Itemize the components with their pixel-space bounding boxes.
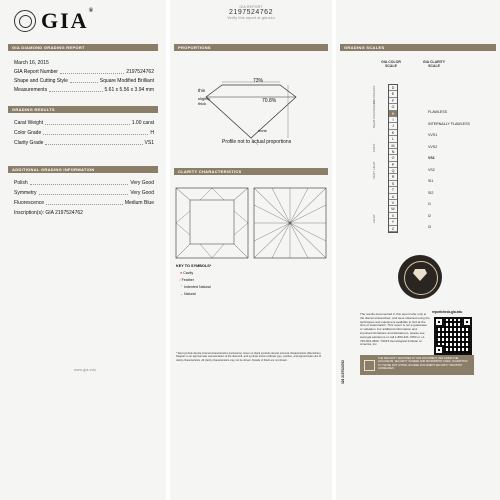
color-scale [388,84,398,233]
shape-value: Square Modified Brilliant [99,78,154,84]
report-number-row [14,69,154,75]
measurements-label: Measurements [14,87,48,93]
report-number-label: GIA Report Number [14,69,58,75]
key-item-natural: ⌄ Natural [180,292,196,296]
report-number-value: 2197524762 [126,69,154,75]
polish-label: Polish [14,180,28,186]
color-grade-p: P [389,162,397,168]
symmetry-row [14,190,154,196]
report-notice: The results documented in this report refer only to the diamond described, and were obtained using the techniques and equipment available to GIA at the time of examination. This report is not a guarantee or valuation. For additional information and important limitations and disclaimers, please see www.gia.edu/terms or call 1-800-421-7250 or +1-760-603-4500. ©2015 Gemological Institute of America, Inc. [360,312,430,347]
girdle-thin: thin [198,88,206,93]
color-value: H [150,130,154,136]
color-grade-d: D [389,85,397,91]
color-group-label: VERY LIGHT [372,161,376,179]
clarity-grade-item: VS2 [428,167,435,172]
clarity-band: CLARITY CHARACTERISTICS [174,168,328,175]
side-report-number: 326 2197524762 [341,360,345,384]
clarity-grade-item: INTERNALLY FLAWLESS [428,121,470,126]
polish-row [14,180,154,186]
polish-value: Very Good [130,180,154,186]
diamond-profile [206,85,296,138]
qr-corner-icon [434,317,444,327]
clarity-label: Clarity Grade [14,140,44,146]
clarity-grade-item: SI1 [428,179,434,183]
color-grade-e: E [389,91,397,97]
table-percent: 73% [253,78,264,84]
clarity-grade-item: I2 [428,213,431,218]
left-panel [0,0,166,500]
carat-label: Carat Weight [14,120,44,126]
girdle-thick: thick [198,101,207,106]
security-notice: THE SECURITY FEATURES IN THIS DOCUMENT, INCLUDING THE HOLOGRAM, SECURITY SCREEN AND MICROPRINT LINES, IN ADDITION TO THOSE NOT LISTED, EXCEED DOCUMENT SECURITY INDUSTRY GUIDELINES. [360,355,474,375]
key-item-feather: ⁄ Feather [180,278,194,282]
color-group-label: FAINT [372,143,376,152]
proportions-diagram [170,60,332,150]
color-grade-q: Q [389,168,397,174]
inscription: Inscription(s): GIA 2197524762 [14,210,83,216]
verify-text: Verify this report at gia.edu [227,16,275,20]
clarity-value: VS1 [144,140,154,146]
fluorescence-value: Medium Blue [124,200,154,206]
clarity-grade-item: FLAWLESS [428,110,448,114]
proportions-band: PROPORTIONS [174,44,328,51]
clarity-scale-title: GIA CLARITY SCALE [422,60,446,68]
color-grade-v: V [389,200,397,206]
color-grade-y: Y [389,219,397,225]
shape-row [14,78,154,84]
color-group-label: NEAR COLORLESS [372,100,376,128]
measurements-row [14,87,154,93]
color-grade-z: Z [389,226,397,232]
qr-corner-icon [462,317,472,327]
center-report-number: 2197524762 [229,9,273,16]
color-row [14,130,154,136]
color-scale-title: GIA COLOR SCALE [381,60,401,68]
color-grade-s: S [389,181,397,187]
qr-code-icon[interactable] [434,317,472,355]
scales-band: GRADING SCALES [340,44,496,51]
color-group-label: COLORLESS [372,85,376,105]
gia-logo [14,8,95,34]
color-grade-u: U [389,194,397,200]
color-grade-m: M [389,143,397,149]
clarity-plots [170,180,332,260]
qr-corner-icon [434,345,444,355]
clarity-footnote: * Red symbols denote internal characteristics (inclusions). Green or black symbols denote external characteristics (blemishes). Diagram is an approximate representation of the diamond, and symbols shown indicate type, position, and approximate size of clarity characteristics. All clarity characteristics may not be shown. Details of finish are not shown. [176,352,322,362]
color-grade-f: F [389,98,397,104]
gia-seal-icon [14,10,36,32]
clarity-grade-item: VVS2 [428,144,438,149]
fluorescence-label: Fluorescence [14,200,45,206]
reportcheck-url: reportcheck.gia.edu [432,310,463,314]
grading-results-band: GRADING RESULTS [8,106,158,113]
clarity-row [14,140,154,146]
symmetry-label: Symmetry [14,190,37,196]
right-panel [336,0,500,500]
gia-wordmark: GIA® [41,8,96,33]
additional-info-band: ADDITIONAL GRADING INFORMATION [8,166,158,173]
color-grade-g: G [389,104,397,110]
report-band: GIA DIAMOND GRADING REPORT [8,44,158,51]
color-grade-l: L [389,136,397,142]
culet-value: none [258,128,267,133]
depth-percent: 70.8% [262,98,277,104]
color-grade-w: W [389,206,397,212]
color-grade-j: J [389,123,397,129]
fluorescence-row [14,200,154,206]
key-item-indented-natural: ⌃ Indented Natural [180,285,211,289]
cavity-symbol-icon: ● [180,271,184,275]
center-header [170,5,332,20]
crown-plot [176,188,248,258]
clarity-grade-item: VS1 [428,156,435,160]
natural-symbol-icon: ⌄ [180,292,185,296]
color-label: Color Grade [14,130,42,136]
key-item-cavity: ● Cavity [180,271,194,275]
report-date: March 16, 2015 [14,60,49,66]
clarity-grade-item: VVS1 [428,133,438,137]
color-grade-r: R [389,174,397,180]
pavilion-plot [254,188,326,258]
color-grade-h: H [389,111,397,117]
footer-url: www.gia.edu [74,368,97,372]
clarity-grade-item: I1 [428,202,431,206]
clarity-grade-item: I3 [428,225,431,229]
color-grade-k: K [389,130,397,136]
symmetry-value: Very Good [130,190,154,196]
carat-value: 1.00 carat [131,120,154,126]
measurements-value: 5.61 x 5.56 x 3.94 mm [104,87,154,93]
key-title: KEY TO SYMBOLS* [176,264,212,268]
color-group-label: LIGHT [372,214,376,224]
gia-seal-icon-large [398,255,442,299]
shape-label: Shape and Cutting Style [14,78,68,84]
color-grade-x: X [389,213,397,219]
color-grade-o: O [389,155,397,161]
color-grade-i: I [389,117,397,123]
indented-natural-symbol-icon: ⌃ [180,285,185,289]
color-grade-n: N [389,149,397,155]
report-head-small: GIA REPORT [239,5,263,9]
clarity-grade-item: SI2 [428,190,434,195]
color-grade-t: T [389,187,397,193]
girdle-slightly: slightly [198,96,211,101]
profile-note: Profile not to actual proportions [222,139,292,145]
feather-symbol-icon: ⁄ [180,278,182,282]
carat-row [14,120,154,126]
